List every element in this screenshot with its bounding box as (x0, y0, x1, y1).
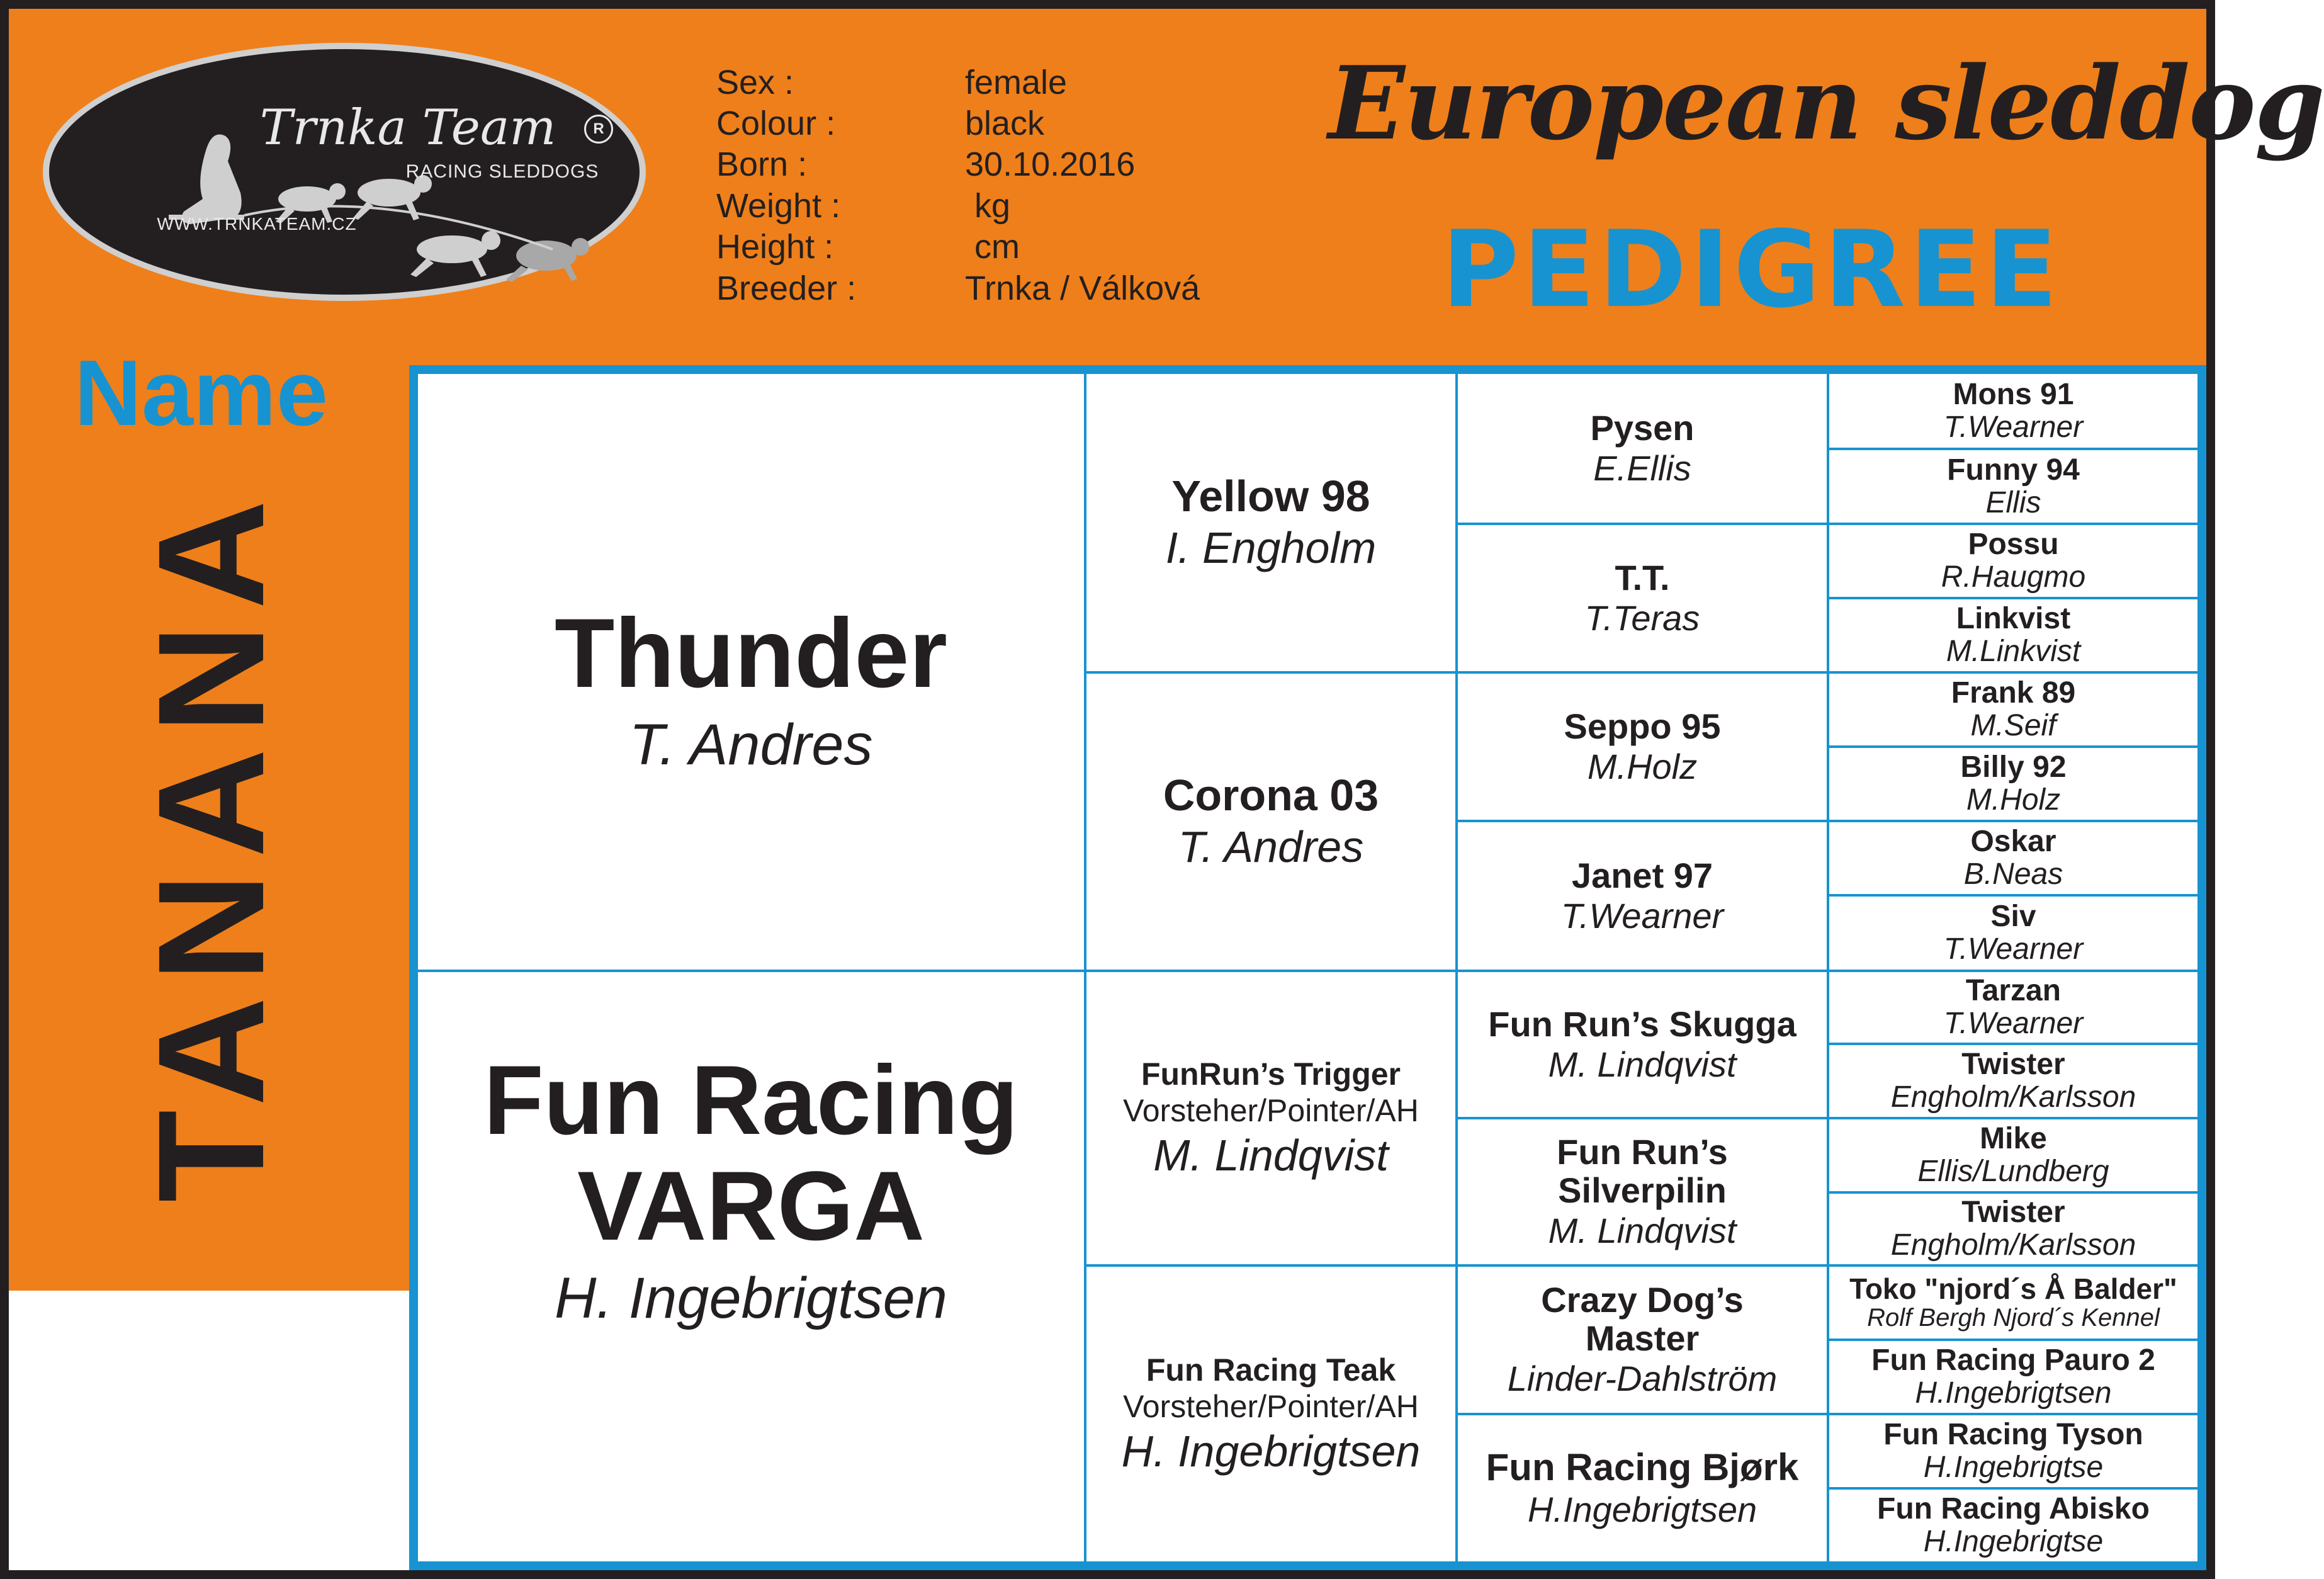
dog-owner: M.Holz (1966, 783, 2061, 817)
ancestor (1829, 674, 2197, 745)
dog-name: Mike (1980, 1122, 2047, 1156)
dog-owner: Engholm/Karlsson (1890, 1228, 2136, 1262)
dog-name: Oskar (1970, 825, 2056, 859)
dog-name: Pysen (1590, 407, 1695, 448)
great-grandparent (1458, 674, 1827, 820)
logo-subtitle: RACING SLEDDOGS (405, 161, 599, 182)
grandparent (1086, 674, 1455, 970)
ancestor (1829, 1119, 2197, 1191)
dog-name: TANANA (127, 485, 295, 1203)
dog-owner: T. Andres (629, 713, 873, 778)
dog-breed: Vorsteher/Pointer/AH (1123, 1388, 1419, 1424)
dog-name: Janet 97 (1571, 855, 1713, 895)
ancestor (1829, 1415, 2197, 1487)
dog-owner: M. Lindqvist (1548, 1211, 1737, 1251)
info-value: cm (974, 228, 1020, 266)
info-value: kg (974, 187, 1011, 225)
dog-name: Silverpilin (1558, 1170, 1727, 1210)
ancestor (1829, 1194, 2197, 1264)
dog-name: Thunder (555, 599, 947, 708)
dog-name: Billy 92 (1960, 750, 2067, 784)
dog-owner: M.Linkvist (1946, 635, 2081, 668)
dog-breed: Vorsteher/Pointer/AH (1123, 1092, 1419, 1128)
ancestor (1829, 1490, 2197, 1561)
dog-name: Corona 03 (1163, 771, 1379, 820)
sire (418, 374, 1084, 970)
dog-owner: H.Ingebrigtse (1923, 1451, 2104, 1484)
ancestor (1829, 748, 2197, 820)
dog-owner: B.Neas (1963, 857, 2063, 891)
grandparent (1086, 374, 1455, 671)
info-value: 30.10.2016 (965, 145, 1136, 183)
dog-owner: T.Wearner (1943, 410, 2084, 444)
dog-owner: Linder-Dahlström (1507, 1359, 1778, 1399)
dog-name: Funny 94 (1947, 453, 2080, 487)
info-value: female (965, 64, 1068, 101)
dog-owner: H.Ingebrigtsen (1915, 1376, 2112, 1410)
logo (49, 49, 640, 295)
dog-name: Fun Run’s Skugga (1488, 1004, 1797, 1044)
ancestor (1829, 374, 2197, 448)
dog-owner: Ellis/Lundberg (1917, 1155, 2109, 1188)
dog-owner: Rolf Bergh Njord´s Kennel (1867, 1304, 2160, 1332)
dog-owner: H.Ingebrigtsen (1527, 1490, 1757, 1530)
dog-owner: T.Teras (1584, 598, 1700, 638)
dog-owner: M.Seif (1970, 709, 2056, 742)
dog-name: Siv (1990, 900, 2036, 934)
grandparent (1086, 1267, 1455, 1561)
dog-owner: T.Wearner (1560, 896, 1724, 936)
dog-owner: M. Lindqvist (1548, 1044, 1737, 1084)
great-grandparent (1458, 1415, 1827, 1561)
ancestor (1829, 822, 2197, 894)
info-label: Breeder : (716, 269, 857, 307)
info-label: Height : (716, 228, 834, 266)
dog-owner: E.Ellis (1593, 448, 1691, 488)
ancestor (1829, 450, 2197, 523)
dog-owner: T.Wearner (1943, 932, 2084, 966)
dog-owner: Engholm/Karlsson (1890, 1080, 2136, 1114)
dog-name: Fun Racing Tyson (1883, 1418, 2143, 1452)
dog-name: Toko "njord´s Å Balder" (1849, 1272, 2177, 1305)
logo-brand: Trnka Team (259, 99, 556, 156)
title-european-sleddog: European sleddog (1328, 44, 2324, 162)
ancestor (1829, 1267, 2197, 1338)
title-pedigree: PEDIGREE (1441, 208, 2062, 331)
great-grandparent (1458, 822, 1827, 970)
ancestor (1829, 1341, 2197, 1413)
registered-mark: R (584, 115, 613, 144)
info-label: Sex : (716, 64, 794, 101)
dog-owner: M. Lindqvist (1153, 1130, 1389, 1180)
dog-name: Linkvist (1956, 602, 2071, 636)
ancestor (1829, 972, 2197, 1043)
dog-owner: T. Andres (1178, 822, 1364, 871)
dog-name: Master (1585, 1318, 1700, 1358)
info-label: Colour : (716, 105, 836, 142)
pedigree-table (409, 365, 2206, 1570)
dog-owner: Ellis (1985, 485, 2041, 519)
info-value: Trnka / Válková (965, 269, 1200, 307)
dog-name: Twister (1961, 1048, 2065, 1082)
dog-owner: T.Wearner (1943, 1007, 2084, 1040)
dog-name: Fun Run’s (1557, 1132, 1728, 1172)
dog-name: Possu (1968, 528, 2059, 562)
dog-name: Fun Racing Bjørk (1486, 1446, 1799, 1489)
dog-name: Fun Racing (483, 1046, 1018, 1155)
great-grandparent (1458, 972, 1827, 1117)
dog-owner: R.Haugmo (1941, 560, 2086, 594)
info-label: Born : (716, 145, 808, 183)
ancestor (1829, 897, 2197, 970)
dog-name: VARGA (577, 1152, 925, 1262)
dog-owner: I. Engholm (1165, 523, 1377, 572)
dog-name: Tarzan (1965, 974, 2062, 1008)
ancestor (1829, 525, 2197, 597)
dog-name: Twister (1961, 1196, 2065, 1230)
dog-name: Seppo 95 (1564, 706, 1721, 746)
ancestor (1829, 599, 2197, 671)
great-grandparent (1458, 1267, 1827, 1413)
info-label: Weight : (716, 187, 841, 225)
great-grandparent (1458, 525, 1827, 671)
dog-name: FunRun’s Trigger (1141, 1056, 1401, 1092)
dog-name: Fun Racing Pauro 2 (1871, 1344, 2155, 1378)
info-value: black (965, 105, 1045, 142)
dam (418, 972, 1084, 1561)
great-grandparent (1458, 374, 1827, 523)
dog-name: T.T. (1615, 557, 1670, 597)
dog-name: Yellow 98 (1171, 472, 1370, 521)
logo-url: WWW.TRNKATEAM.CZ (157, 214, 357, 234)
grandparent (1086, 972, 1455, 1264)
great-grandparent (1458, 1119, 1827, 1264)
dog-name: Fun Racing Abisko (1877, 1492, 2150, 1526)
name-label: Name (74, 341, 329, 445)
ancestor (1829, 1045, 2197, 1117)
dog-name: Fun Racing Teak (1146, 1352, 1396, 1388)
dog-name: Frank 89 (1951, 676, 2076, 710)
dog-name: Mons 91 (1953, 377, 2074, 411)
dog-owner: M.Holz (1587, 747, 1698, 786)
dog-owner: H. Ingebrigtsen (1121, 1426, 1421, 1476)
dog-owner: H.Ingebrigtse (1923, 1525, 2104, 1558)
dog-name: Crazy Dog’s (1541, 1280, 1744, 1320)
dog-owner: H. Ingebrigtsen (555, 1265, 947, 1330)
